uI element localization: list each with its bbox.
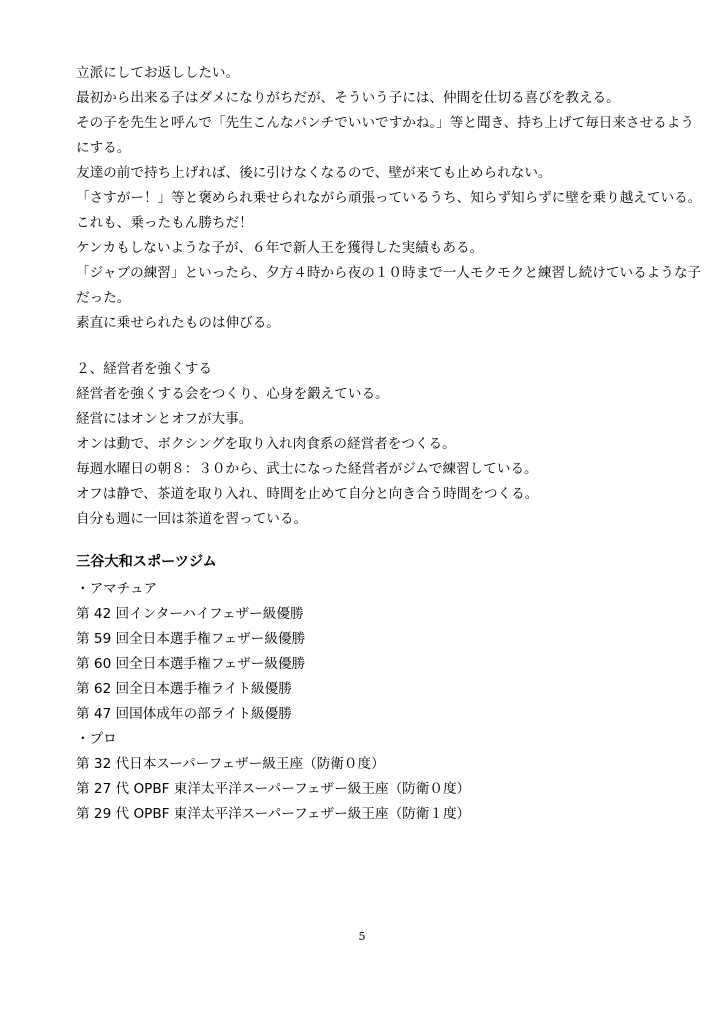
record-item: 第 47 回国体成年の部ライト級優勝 xyxy=(76,706,292,722)
body-line: 毎週水曜日の朝８：３０から、武士になった経営者がジムで練習している。 xyxy=(76,461,538,477)
record-item: 第 60 回全日本選手権フェザー級優勝 xyxy=(76,656,306,672)
body-line: 自分も週に一回は茶道を習っている。 xyxy=(76,511,308,527)
record-item: 第 29 代 OPBF 東洋太平洋スーパーフェザー級王座（防衛１度） xyxy=(76,806,471,822)
section-heading: ２、経営者を強くする xyxy=(76,361,212,377)
record-item: 第 59 回全日本選手権フェザー級優勝 xyxy=(76,631,306,647)
gym-title: 三谷大和スポーツジム xyxy=(76,554,217,570)
body-line: 最初から出来る子はダメになりがちだが、そういう子には、仲間を仕切る喜びを教える。 xyxy=(76,90,620,106)
body-line: 「さすがー！」等と褒められ乗せられながら頑張っているうち、知らず知らずに壁を乗り越えている。 xyxy=(76,190,702,206)
record-item: 第 42 回インターハイフェザー級優勝 xyxy=(76,606,304,622)
body-line: これも、乗ったもん勝ちだ！ xyxy=(76,215,253,231)
body-line: にする。 xyxy=(76,140,131,156)
body-line: 経営者を強くする会をつくり、心身を鍛えている。 xyxy=(76,386,389,402)
record-item: 第 62 回全日本選手権ライト級優勝 xyxy=(76,681,292,697)
body-line: 「ジャブの練習」といったら、夕方４時から夜の１０時まで一人モクモクと練習し続けているような子 xyxy=(76,265,702,281)
pro-header: ・プロ xyxy=(76,731,117,747)
body-line: ケンカもしないような子が、６年で新人王を獲得した実績もある。 xyxy=(76,240,484,256)
body-line: オフは静で、茶道を取り入れ、時間を止めて自分と向き合う時間をつくる。 xyxy=(76,486,539,502)
page-number: 5 xyxy=(358,930,366,943)
body-line: 友達の前で持ち上げれば、後に引けなくなるので、壁が来ても止められない。 xyxy=(76,165,552,181)
amateur-header: ・アマチュア xyxy=(76,581,158,597)
body-line: だった。 xyxy=(76,290,131,306)
body-line: その子を先生と呼んで「先生こんなパンチでいいですかね。」等と聞き、持ち上げて毎日来させるよう xyxy=(76,115,694,131)
body-line: オンは動で、ボクシングを取り入れ肉食系の経営者をつくる。 xyxy=(76,436,456,452)
body-line: 素直に乗せられたものは伸びる。 xyxy=(76,315,280,331)
body-line: 立派にしてお返ししたい。 xyxy=(76,65,240,81)
record-item: 第 27 代 OPBF 東洋太平洋スーパーフェザー級王座（防衛０度） xyxy=(76,781,471,797)
record-item: 第 32 代日本スーパーフェザー級王座（防衛０度） xyxy=(76,756,385,772)
body-line: 経営にはオンとオフが大事。 xyxy=(76,411,253,427)
